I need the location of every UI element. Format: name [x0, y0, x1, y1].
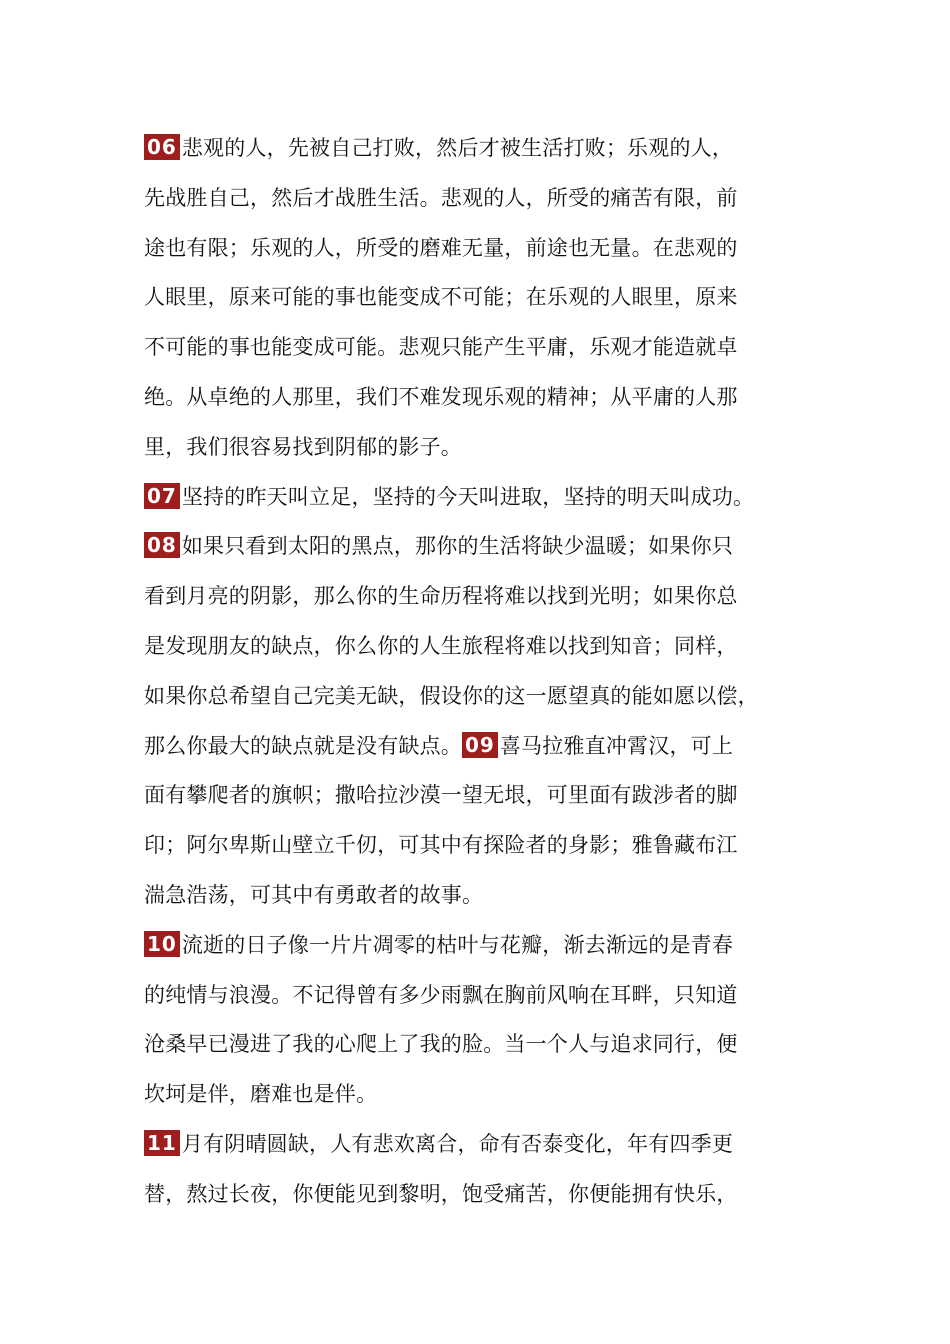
text-line: 湍急浩荡，可其中有勇敢者的故事。 — [144, 882, 484, 907]
text-line — [144, 473, 834, 523]
item-number-badge: 08 — [144, 532, 180, 558]
item-text: 喜马拉雅直冲霄汉，可上 — [499, 733, 734, 758]
text-line: 不可能的事也能变成可能。悲观只能产生平庸，乐观才能造就卓 — [144, 335, 738, 360]
text-line — [144, 124, 834, 174]
text-line — [144, 522, 834, 572]
item-number-badge: 10 — [144, 931, 180, 957]
text-line: 替，熬过长夜，你便能见到黎明，饱受痛苦，你便能拥有快乐， — [144, 1181, 738, 1206]
text-line: 先战胜自己，然后才战胜生活。悲观的人，所受的痛苦有限，前 — [144, 185, 738, 210]
item-text: 那么你最大的缺点就是没有缺点。 — [144, 733, 462, 758]
text-line: 沧桑早已漫进了我的心爬上了我的脸。当一个人与追求同行，便 — [144, 1032, 738, 1057]
item-text: 月有阴晴圆缺，人有悲欢离合，命有否泰变化，年有四季更 — [181, 1131, 734, 1156]
text-line: 途也有限；乐观的人，所受的磨难无量，前途也无量。在悲观的 — [144, 235, 738, 260]
item-number-badge: 07 — [144, 483, 180, 509]
text-line — [144, 722, 834, 772]
text-line: 如果你总希望自己完美无缺，假设你的这一愿望真的能如愿以偿， — [144, 683, 759, 708]
item-number-badge: 11 — [144, 1130, 180, 1156]
text-line — [144, 921, 834, 971]
item-text: 坚持的昨天叫立足，坚持的今天叫进取，坚持的明天叫成功。 — [181, 484, 755, 509]
text-line: 面有攀爬者的旗帜；撒哈拉沙漠一望无垠，可里面有跋涉者的脚 — [144, 783, 738, 808]
text-line: 印；阿尔卑斯山壁立千仞，可其中有探险者的身影；雅鲁藏布江 — [144, 833, 738, 858]
item-number-badge: 06 — [144, 134, 180, 160]
text-line: 人眼里，原来可能的事也能变成不可能；在乐观的人眼里，原来 — [144, 285, 738, 310]
document-body — [144, 124, 834, 1220]
text-line: 坎坷是伴，磨难也是伴。 — [144, 1082, 378, 1107]
text-line: 看到月亮的阴影，那么你的生命历程将难以找到光明；如果你总 — [144, 584, 738, 609]
text-line: 是发现朋友的缺点，你么你的人生旅程将难以找到知音；同样， — [144, 633, 738, 658]
item-text: 流逝的日子像一片片凋零的枯叶与花瓣，渐去渐远的是青春 — [181, 932, 734, 957]
text-line — [144, 1120, 834, 1170]
item-number-badge: 09 — [462, 732, 498, 758]
text-line: 的纯情与浪漫。不记得曾有多少雨飘在胸前风响在耳畔，只知道 — [144, 982, 738, 1007]
item-text: 如果只看到太阳的黑点，那你的生活将缺少温暖；如果你只 — [181, 534, 734, 559]
text-line: 绝。从卓绝的人那里，我们不难发现乐观的精神；从平庸的人那 — [144, 384, 738, 409]
text-line: 里，我们很容易找到阴郁的影子。 — [144, 434, 462, 459]
item-text: 悲观的人，先被自己打败，然后才被生活打败；乐观的人， — [181, 136, 734, 160]
